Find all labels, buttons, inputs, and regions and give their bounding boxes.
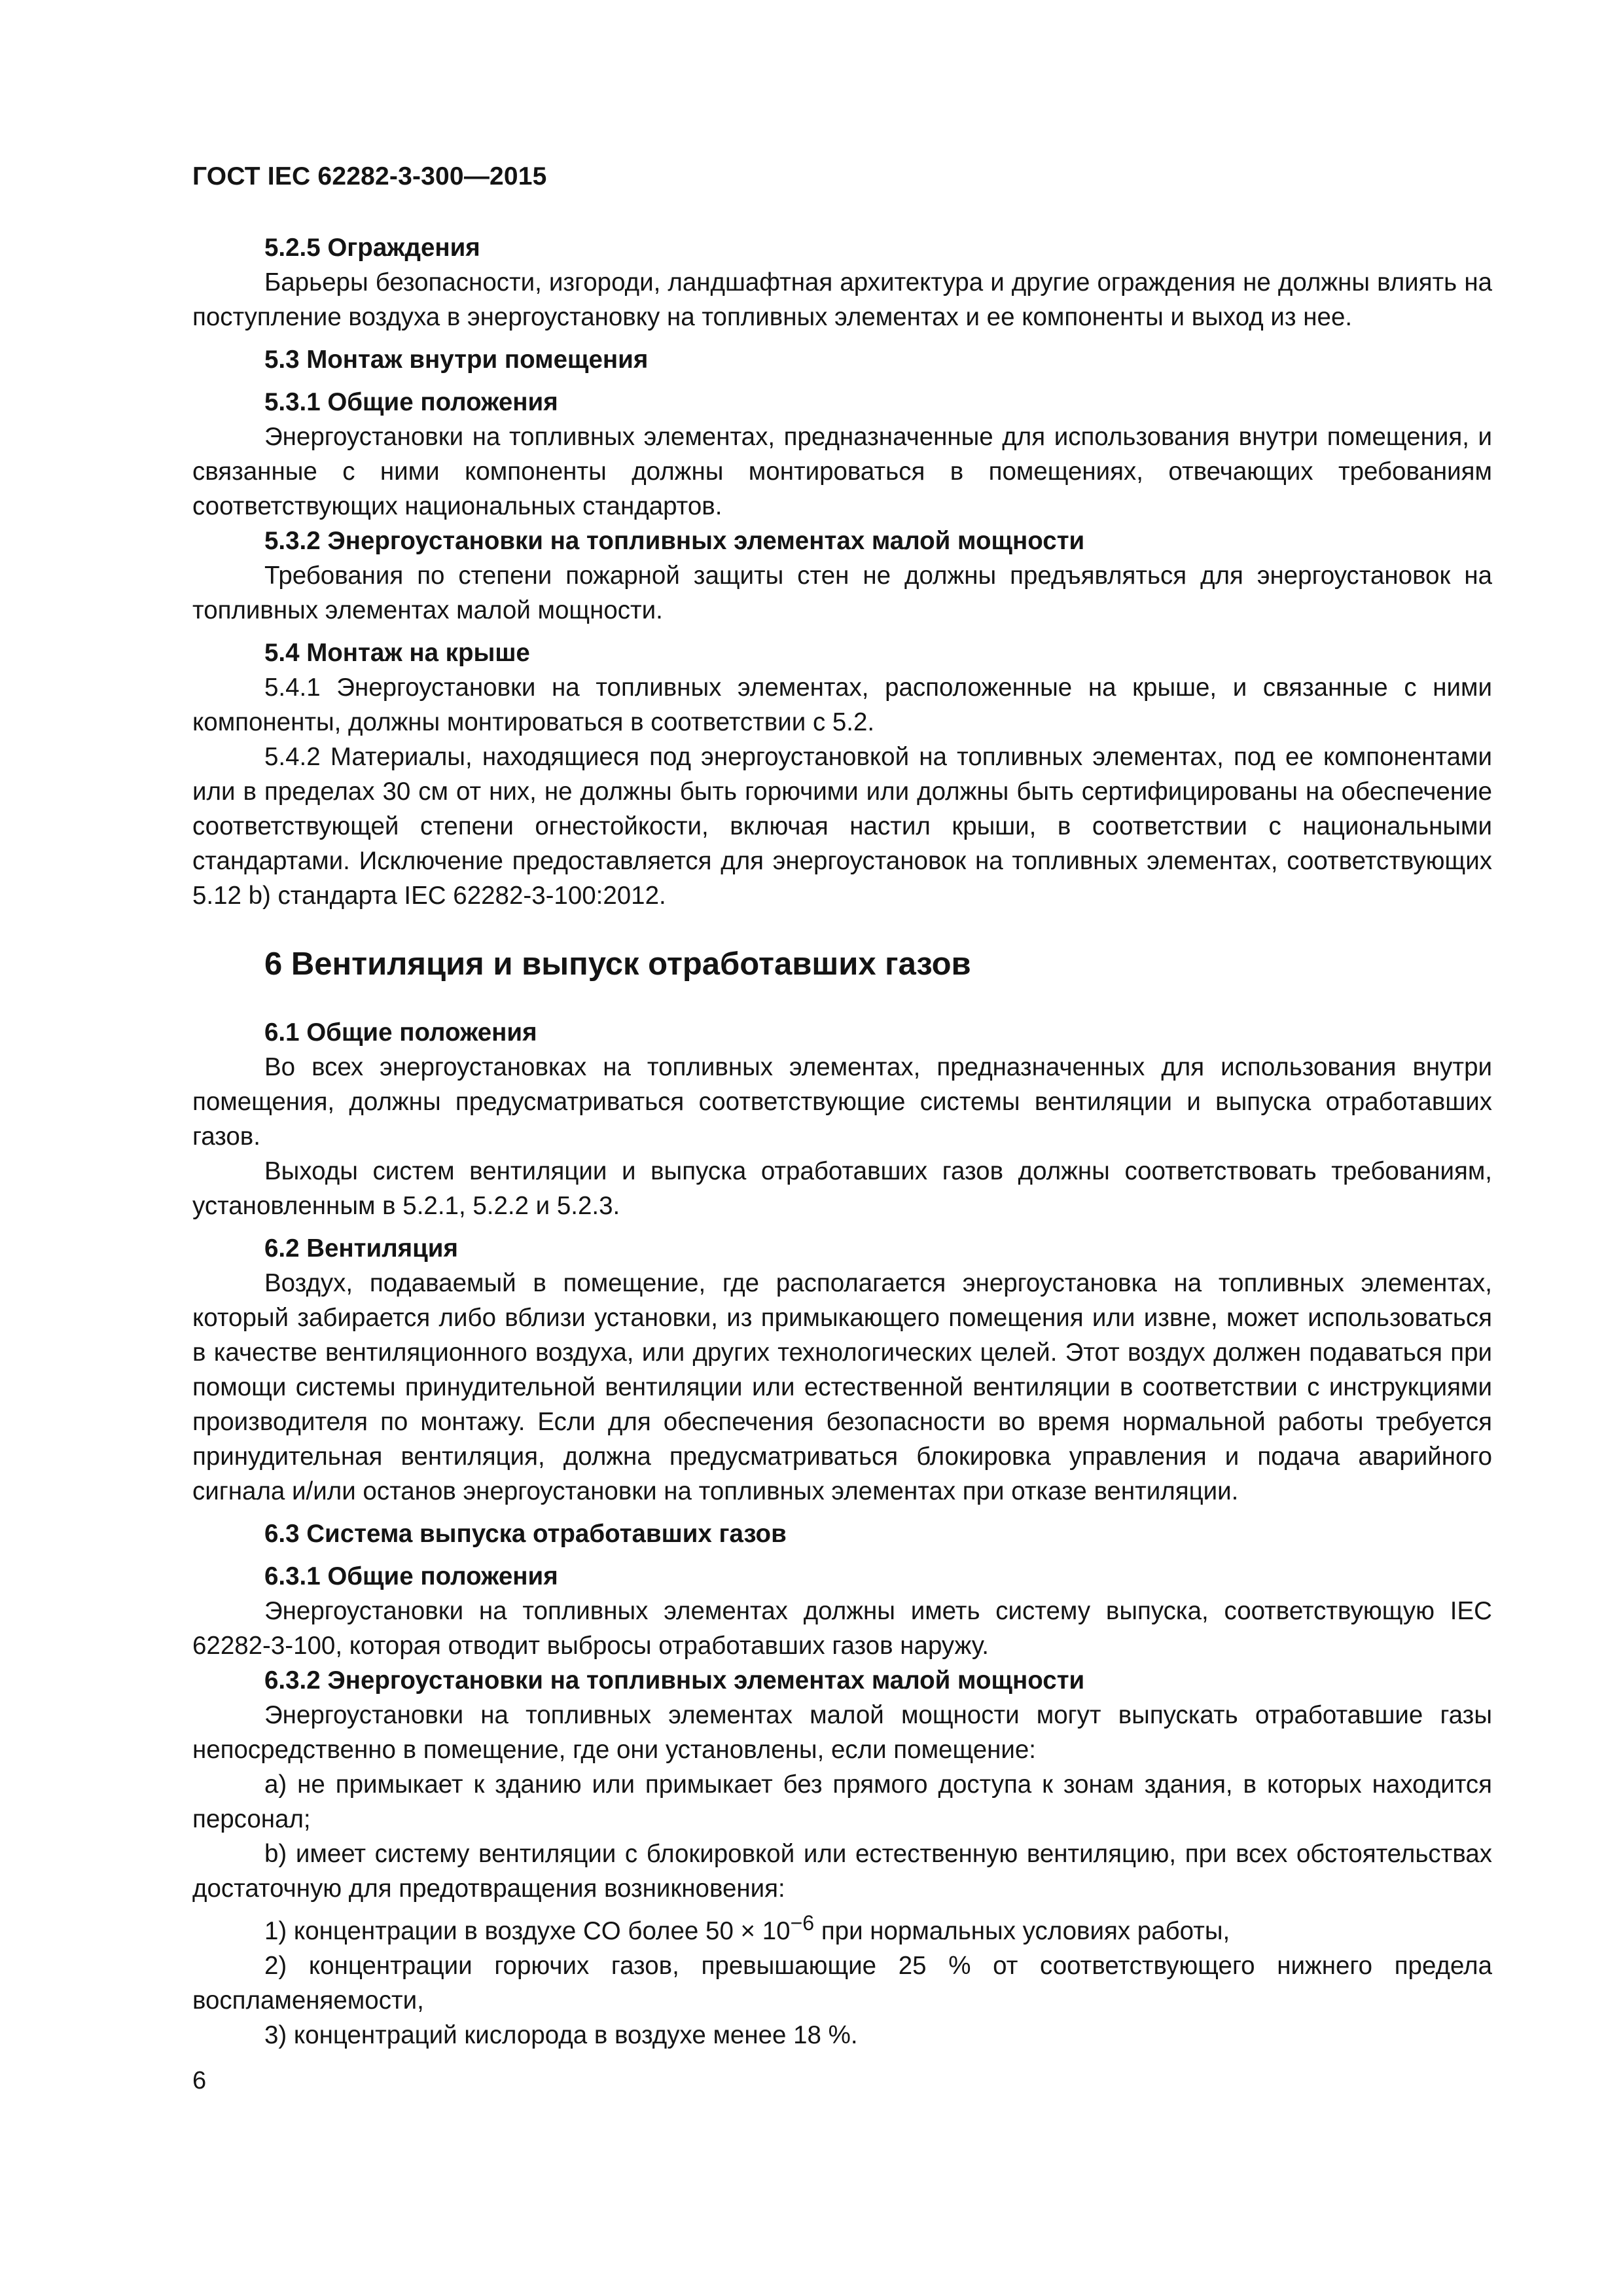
list-item-3: 3) концентраций кислорода в воздухе менее 18 %.: [264, 2020, 858, 2049]
list-item-a: a) не примыкает к зданию или примыкает без прямого доступа к зонам здания, в которых находится персонал;: [192, 1770, 1492, 1833]
paragraph-6-3-1: Энергоустановки на топливных элементах должны иметь систему выпуска, соответствующую IEC 62282-3-100, которая отводит выбросы отработавших газов наружу.: [192, 1597, 1492, 1660]
heading-5-3: 5.3 Монтаж внутри помещения: [264, 346, 649, 374]
heading-6-3: 6.3 Система выпуска отработавших газов: [264, 1520, 787, 1548]
heading-5-3-1: 5.3.1 Общие положения: [264, 388, 558, 416]
list-item-1: [192, 1906, 1492, 1948]
list-item-b: b) имеет систему вентиляции с блокировкой или естественную вентиляцию, при всех обстоятельствах достаточную для предотвращения возникновения:: [192, 1840, 1492, 1903]
paragraph-6-3-2: Энергоустановки на топливных элементах малой мощности могут выпускать отработавшие газы непосредственно в помещение, где они установлены, если помещение:: [192, 1701, 1492, 1764]
paragraph-5-4-2: 5.4.2 Материалы, находящиеся под энергоустановкой на топливных элементах, под ее компонентами или в пределах 30 см от них, не должны быть горючими или должны быть сертифицированы на обеспечение соответствующей степени огнестойкости, включая настил крыши, в соответствии с национальными стандартами. Исключение предоставляется для энергоустановок на топливных элементах, соответствующих 5.12 b) стандарта IEC 62282-3-100:2012.: [192, 743, 1492, 910]
heading-5-3-2: 5.3.2 Энергоустановки на топливных элементах малой мощности: [264, 527, 1085, 555]
heading-5-4: 5.4 Монтаж на крыше: [264, 639, 530, 667]
paragraph-5-3-1: Энергоустановки на топливных элементах, предназначенные для использования внутри помещения, и связанные с ними компоненты должны монтироваться в помещениях, отвечающих требованиям соответствующих национальных стандартов.: [192, 423, 1492, 520]
document-designation: ГОСТ IEC 62282-3-300—2015: [192, 162, 547, 190]
document-body: [192, 230, 1492, 2053]
paragraph-5-3-2: Требования по степени пожарной защиты стен не должны предъявляться для энергоустановок на топливных элементах малой мощности.: [192, 562, 1492, 624]
paragraph-6-1-b: Выходы систем вентиляции и выпуска отработавших газов должны соответствовать требованиям, установленным в 5.2.1, 5.2.2 и 5.2.3.: [192, 1157, 1492, 1220]
heading-6-2: 6.2 Вентиляция: [264, 1234, 458, 1263]
paragraph-5-2-5: Барьеры безопасности, изгороди, ландшафтная архитектура и другие ограждения не должны влиять на поступление воздуха в энергоустановку на топливных элементах и ее компоненты и выход из нее.: [192, 268, 1492, 331]
paragraph-5-4-1: 5.4.1 Энергоустановки на топливных элементах, расположенные на крыше, и связанные с ними компоненты, должны монтироваться в соответствии с 5.2.: [192, 673, 1492, 736]
paragraph-6-1-a: Во всех энергоустановках на топливных элементах, предназначенных для использования внутри помещения, должны предусматриваться соответствующие системы вентиляции и выпуска отработавших газов.: [192, 1053, 1492, 1151]
heading-6-1: 6.1 Общие положения: [264, 1018, 537, 1047]
list-item-1-exponent: −6: [790, 1911, 815, 1935]
heading-6-3-1: 6.3.1 Общие положения: [264, 1562, 558, 1590]
heading-5-2-5: 5.2.5 Ограждения: [264, 234, 480, 262]
list-item-1-suffix: при нормальных условиях работы,: [814, 1916, 1230, 1945]
paragraph-6-2: Воздух, подаваемый в помещение, где располагается энергоустановка на топливных элементах, который забирается либо вблизи установки, из примыкающего помещения или извне, может использоваться в качестве вентиляционного воздуха, или других технологических целей. Этот воздух должен подаваться при помощи системы принудительной вентиляции или естественной вентиляции в соответствии с инструкциями производителя по монтажу. Если для обеспечения безопасности во время нормальной работы требуется принудительная вентиляция, должна предусматриваться блокировка управления и подача аварийного сигнала и/или останов энергоустановки на топливных элементах при отказе вентиляции.: [192, 1269, 1492, 1505]
list-item-1-text: 1) концентрации в воздухе CO более 50 × 10: [264, 1916, 791, 1945]
heading-6-3-2: 6.3.2 Энергоустановки на топливных элементах малой мощности: [264, 1666, 1085, 1695]
list-item-2: 2) концентрации горючих газов, превышающие 25 % от соответствующего нижнего предела воспламеняемости,: [192, 1951, 1492, 2015]
heading-6: 6 Вентиляция и выпуск отработавших газов: [264, 946, 971, 982]
page-number: 6: [192, 2067, 207, 2094]
